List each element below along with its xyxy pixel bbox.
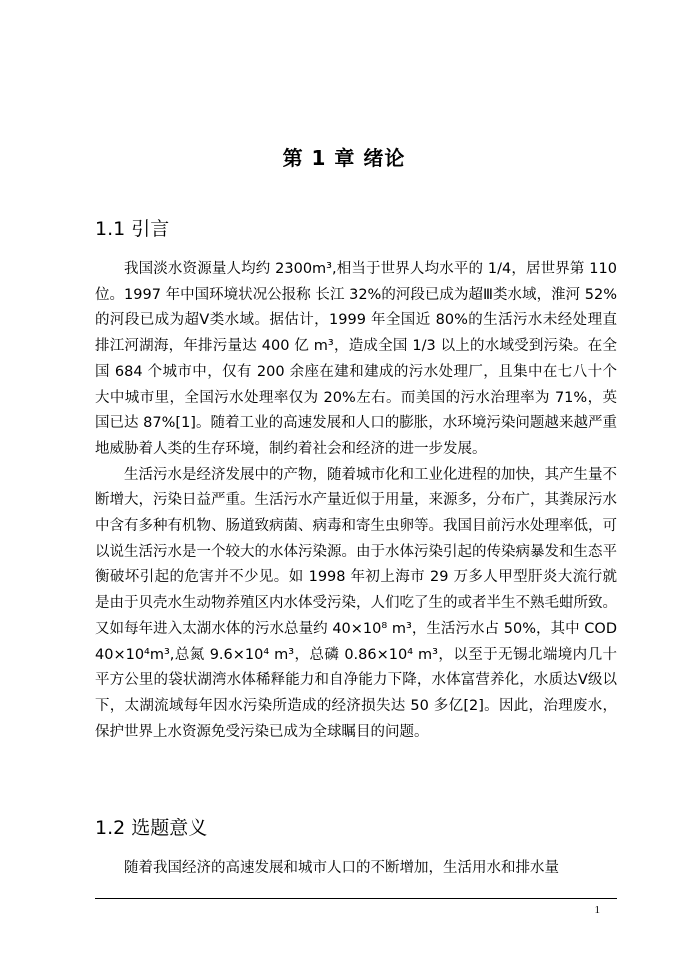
footer-rule bbox=[95, 898, 617, 899]
section-1-2-body bbox=[95, 856, 617, 882]
page-number: 1 bbox=[594, 904, 600, 916]
section-1-1-body bbox=[95, 257, 617, 745]
section-heading-1-2: 1.2 选题意义 bbox=[95, 817, 208, 839]
chapter-title: 第 1 章 绪论 bbox=[282, 146, 406, 170]
paragraph: 我国淡水资源量人均约 2300m³,相当于世界人均水平的 1/4，居世界第 110 位。1997 年中国环境状况公报称 长江 32%的河段已成为超Ⅲ类水域，淮河 52%的河段已成为超Ⅴ类水域。据估计，1999 年全国近 80%的生活污水未经处理直排江河湖海，年排污量达 400 亿 m³，造成全国 1/3 以上的水域受到污染。在全国 684 个城市中，仅有 200 余座在建和建成的污水处理厂，且集中在七八十个大中城市里，全国污水处理率仅为 20%左右。而美国的污水治理率为 71%，英国已达 87%[1]。随着工业的高速发展和人口的膨胀，水环境污染问题越来越严重地威胁着人类的生存环境，制约着社会和经济的进一步发展。 bbox=[95, 261, 617, 457]
section-heading-1-1: 1.1 引言 bbox=[95, 218, 170, 240]
paragraph: 生活污水是经济发展中的产物，随着城市化和工业化进程的加快，其产生量不断增大，污染日益严重。生活污水产量近似于用量，来源多，分布广，其粪尿污水中含有多种有机物、肠道致病菌、病毒和寄生虫卵等。我国目前污水处理率低，可以说生活污水是一个较大的水体污染源。由于水体污染引起的传染病暴发和生态平衡破坏引起的危害并不少见。如 1998 年初上海市 29 万多人甲型肝炎大流行就是由于贝壳水生动物养殖区内水体受污染，人们吃了生的或者半生不熟毛蚶所致。又如每年进入太湖水体的污水总量约 40×10⁸ m³，生活污水占 50%，其中 COD 40×10⁴m³,总氮 9.6×10⁴ m³，总磷 0.86×10⁴ m³，以至于无锡北端境内几十平方公里的袋状湖湾水体稀释能力和自净能力下降，水体富营养化，水质达Ⅴ级以下，太湖流域每年因水污染所造成的经济损失达 50 多亿[2]。因此，治理废水，保护世界上水资源免受污染已成为全球瞩目的问题。 bbox=[95, 466, 617, 740]
paragraph: 随着我国经济的高速发展和城市人口的不断增加，生活用水和排水量 bbox=[124, 860, 559, 876]
